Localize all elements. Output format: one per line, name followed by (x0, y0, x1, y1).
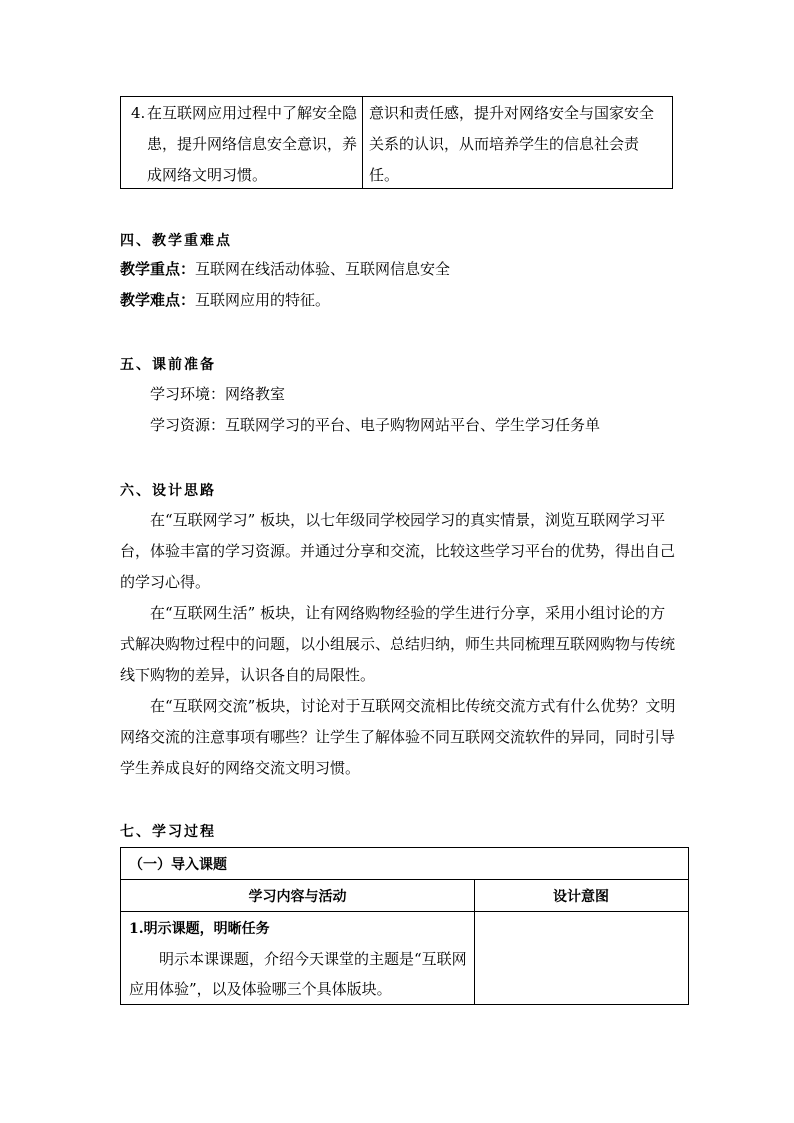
design-paragraph-1: 在“互联网学习” 板块，以七年级同学校园学习的真实情景，浏览互联网学习平台，体验丰富的学习资源。并通过分享和交流，比较这些学习平台的优势，得出自己的学习心得。 (120, 511, 676, 591)
difficulty-line (120, 285, 330, 316)
key-point-line (120, 254, 450, 285)
process-table (120, 847, 689, 1005)
activity-body: 明示本课课题，介绍今天课堂的主题是“互联网应用体验”，以及体验哪三个具体版块。 (129, 950, 467, 998)
column-header-intent: 设计意图 (553, 889, 609, 905)
key-point-label: 教学重点： (120, 260, 196, 278)
objective-text: 在互联网应用过程中了解安全隐患，提升网络信息安全意识，养成网络文明习惯。 (147, 104, 358, 184)
table-rule (121, 911, 688, 912)
column-header-activities: 学习内容与活动 (248, 889, 347, 905)
table-rule (121, 879, 688, 880)
section-heading-6: 六、设计思路 (120, 483, 216, 499)
section-heading-5: 五、课前准备 (120, 357, 216, 373)
section-heading-7: 七、学习过程 (120, 824, 216, 840)
resources-line: 学习资源：互联网学习的平台、电子购物网站平台、学生学习任务单 (150, 416, 601, 434)
design-paragraph-3: 在“互联网交流”板块，讨论对于互联网交流相比传统交流方式有什么优势？文明网络交流的注意事项有哪些？让学生了解体验不同互联网交流软件的异同，同时引导学生养成良好的网络交流文明习惯。 (120, 697, 676, 777)
key-point-text: 互联网在线活动体验、互联网信息安全 (195, 260, 451, 278)
design-paragraph-2: 在“互联网生活” 板块，让有网络购物经验的学生进行分享，采用小组讨论的方式解决购物过程中的问题，以小组展示、总结归纳，师生共同梳理互联网购物与传统线下购物的差异，认识各自的局限性。 (120, 604, 676, 684)
subsection-title: （一）导入课题 (129, 857, 227, 873)
table-divider (362, 97, 363, 188)
objectives-table (120, 96, 673, 189)
environment-line: 学习环境：网络教室 (150, 385, 286, 403)
objective-detail: 意识和责任感，提升对网络安全与国家安全关系的认识，从而培养学生的信息社会责任。 (369, 104, 655, 184)
difficulty-label: 教学难点： (120, 291, 196, 309)
section-heading-4: 四、教学重难点 (120, 233, 232, 249)
item-number: 4. (131, 104, 146, 122)
difficulty-text: 互联网应用的特征。 (195, 291, 331, 309)
activity-title: 1.明示课题，明晰任务 (129, 921, 270, 937)
